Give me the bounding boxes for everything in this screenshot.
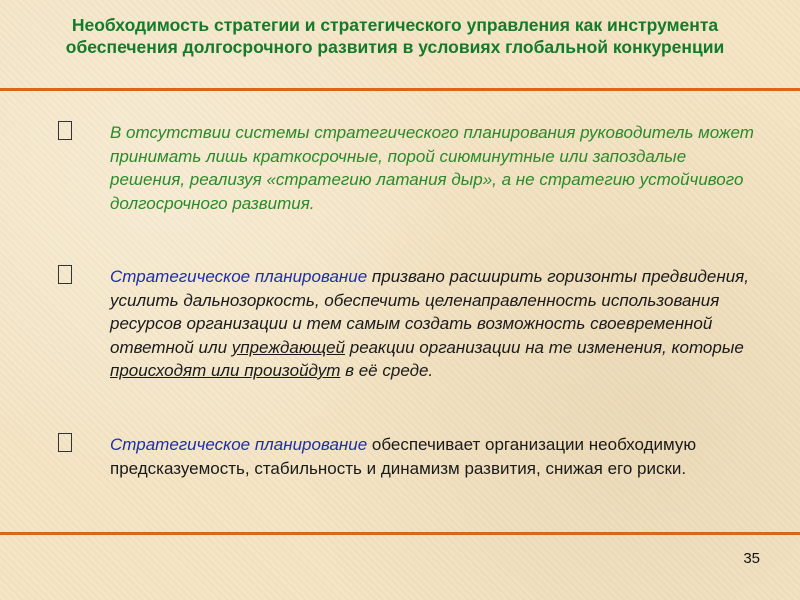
slide-title-line-2: обеспечения долгосрочного развития в условиях глобальной конкуренции: [65, 37, 725, 57]
slide-title: [0, 14, 790, 58]
bullet-2-part-2: реакции организации на те изменения, которые: [345, 337, 744, 357]
bullet-2-part-1: призвано расширить горизонты предвидения, усилить дальнозоркость, обеспечить целенаправленность использования ресурсов организации и тем самым создать возможность своевременной ответной или: [110, 267, 749, 357]
page-number: 35: [743, 550, 760, 567]
slide-title-line-1: Необходимость стратегии и стратегического управления как инструмента: [71, 15, 719, 35]
bullet-3-text: [110, 433, 760, 480]
missing-glyph-box-icon: [58, 433, 72, 452]
bullet-2-term: Стратегическое планирование: [110, 267, 368, 286]
top-divider: [0, 88, 800, 91]
bullet-3-rest: обеспечивает организации необходимую предсказуемость, стабильность и динамизм развития, снижая его риски.: [110, 435, 697, 478]
bullet-1-text: В отсутствии системы стратегического планирования руководитель может принимать лишь краткосрочные, порой сиюминутные или запоздалые решения, реализуя «стратегию латания дыр», а не стратегию устойчивого долгосрочного развития.: [110, 123, 754, 213]
bullet-2-text: [110, 265, 760, 383]
bullet-3-term: Стратегическое планирование: [110, 435, 368, 454]
bullet-2-underlined-2: происходят или произойдут: [110, 361, 341, 380]
bullet-2-underlined-1: упреждающей: [231, 337, 346, 357]
bullet-2-part-3: в её среде.: [340, 361, 434, 380]
missing-glyph-box-icon: [58, 265, 72, 284]
bottom-divider: [0, 532, 800, 535]
missing-glyph-box-icon: [58, 121, 72, 140]
